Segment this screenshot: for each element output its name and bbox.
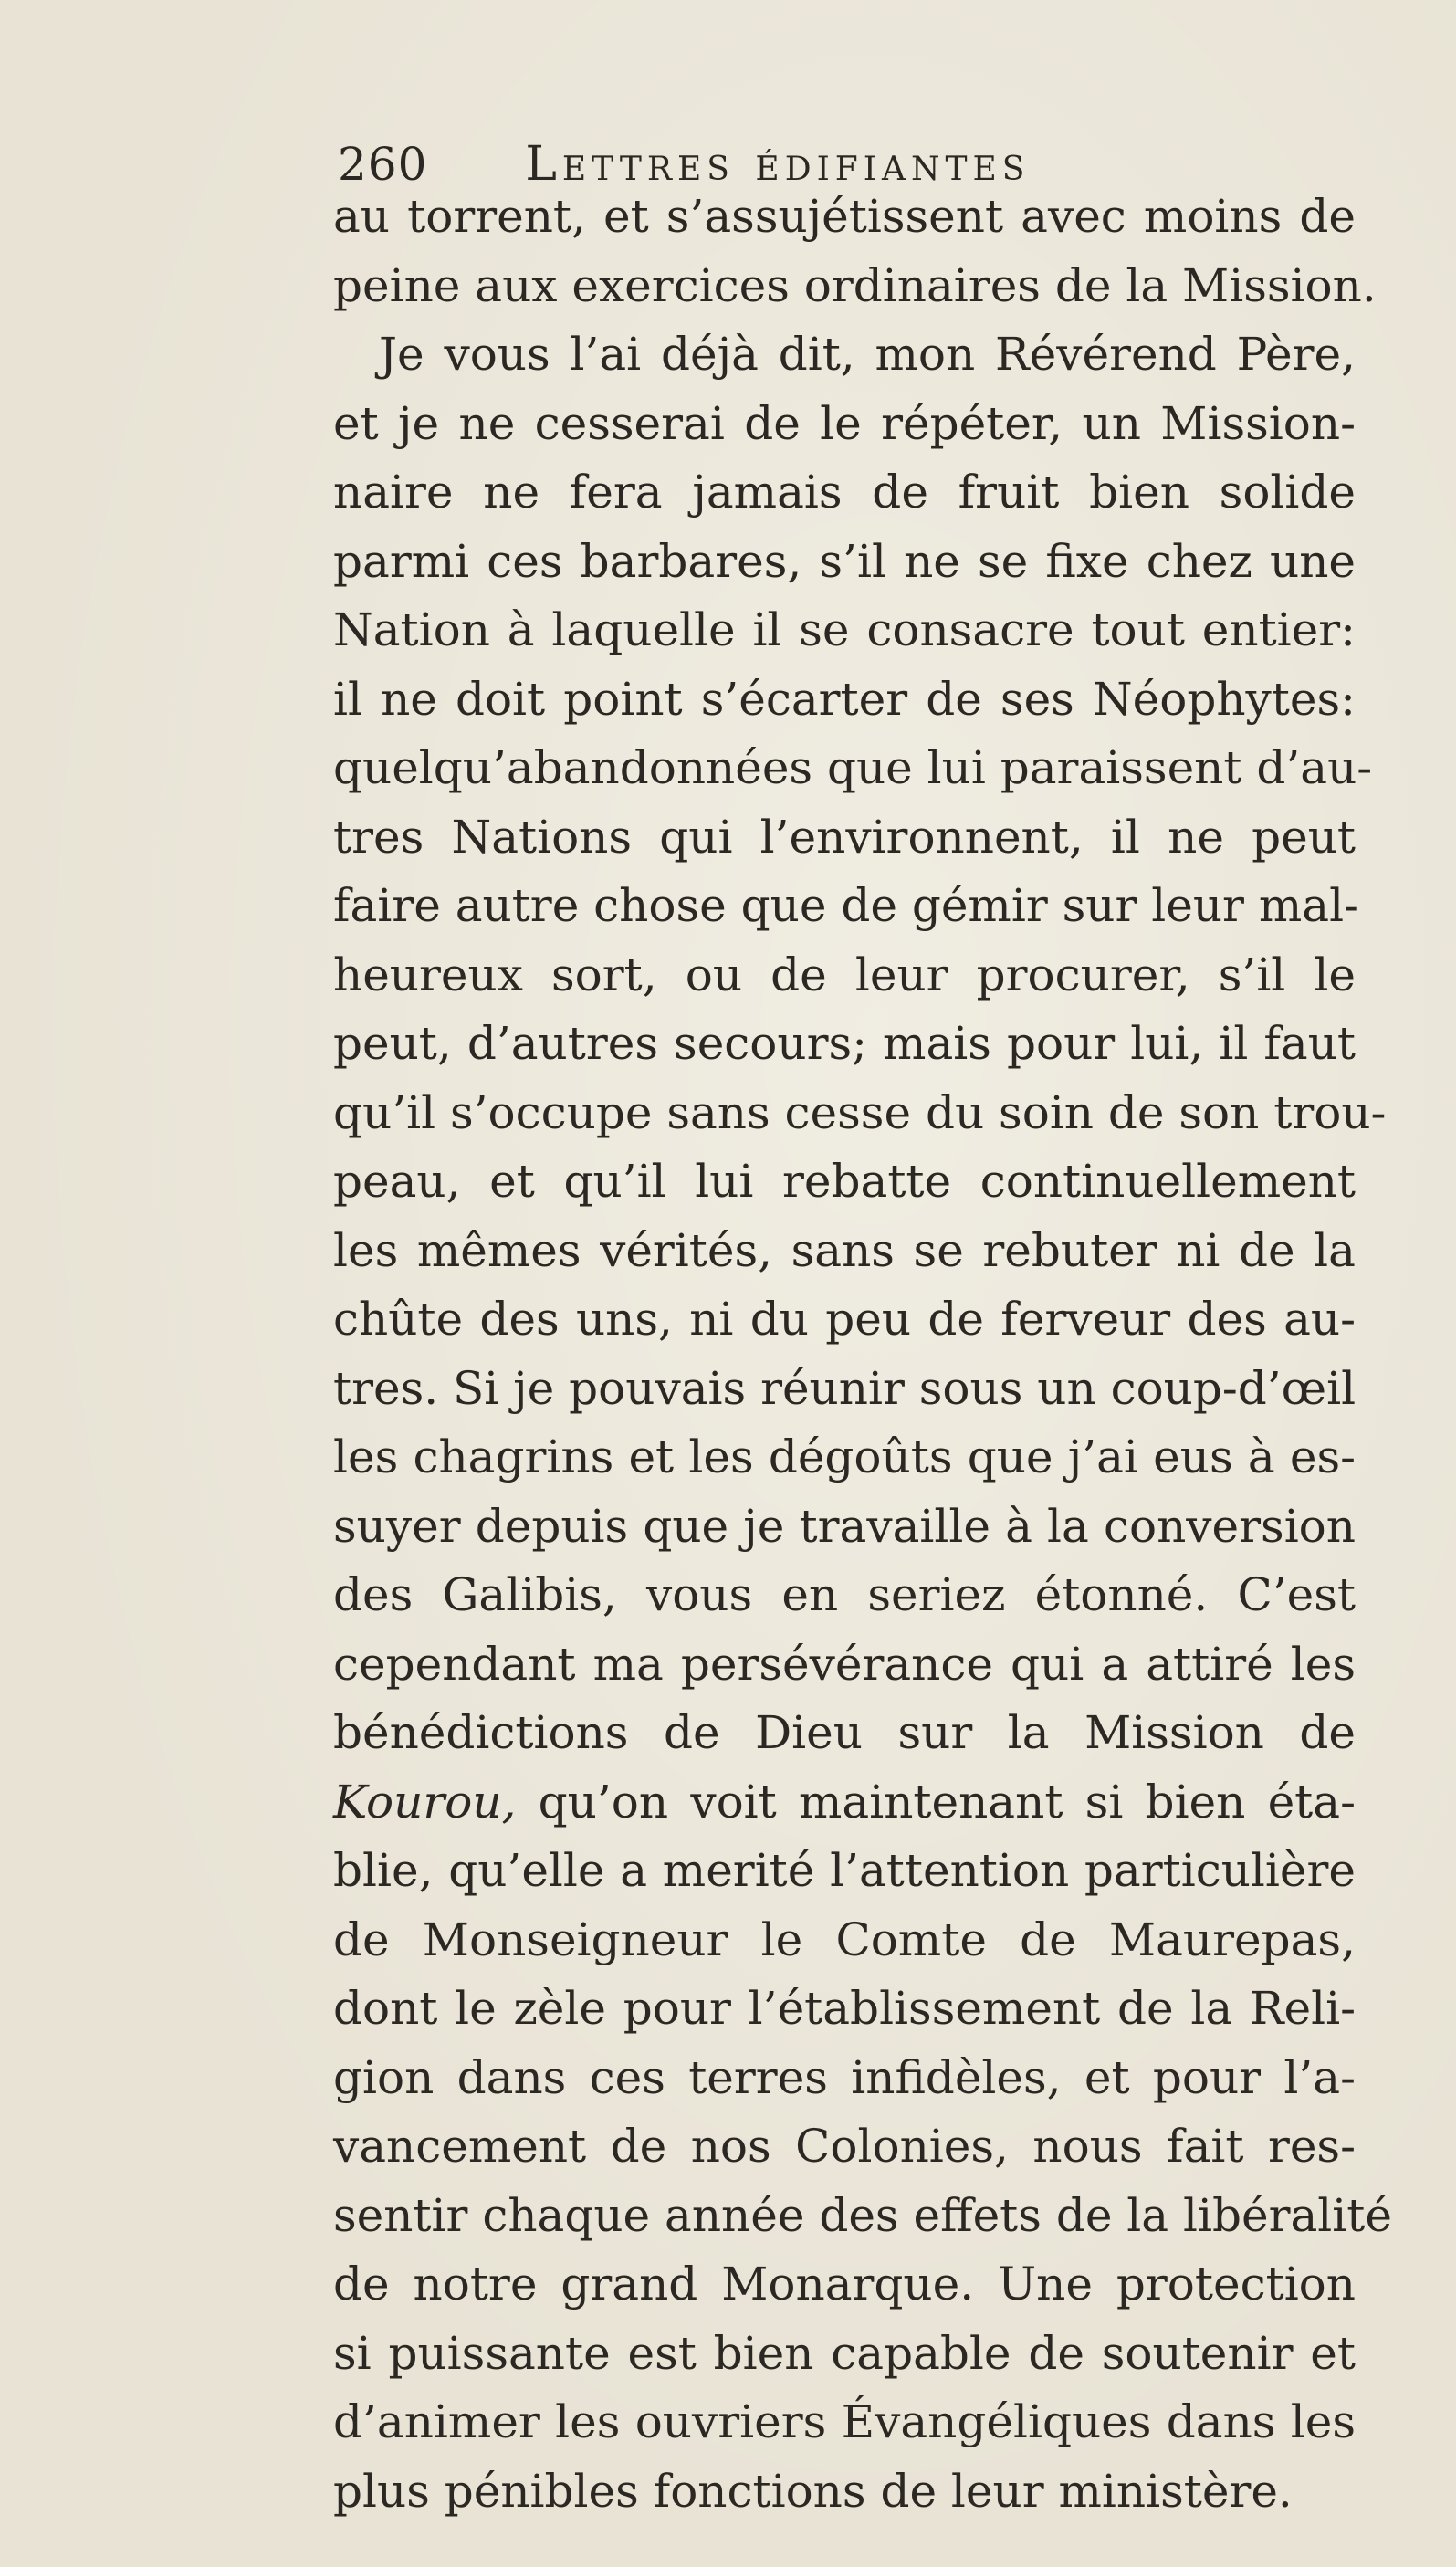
text-line: les chagrins et les dégoûts que j’ai eus à es- [333, 1430, 1356, 1483]
text-line: tres. Si je pouvais réunir sous un coup-d’œil [333, 1361, 1356, 1415]
text-line: blie, qu’elle a merité l’attention particulière [333, 1844, 1356, 1897]
text-line: peau, et qu’il lui rebatte continuellement [333, 1155, 1356, 1208]
text-line: bénédictions de Dieu sur la Mission de [333, 1706, 1356, 1759]
text-line: de notre grand Monarque. Une protection [333, 2258, 1356, 2310]
text-line: parmi ces barbares, s’il ne se fixe chez une [333, 534, 1356, 588]
text-line: d’animer les ouvriers Évangéliques dans les [333, 2395, 1356, 2448]
text-line: si puissante est bien capable de soutenir et [333, 2326, 1356, 2380]
text-line: quelqu’abandonnées que lui paraissent d’au- [333, 741, 1373, 794]
text-line: vancement de nos Colonies, nous fait res- [333, 2120, 1356, 2173]
text-line: heureux sort, ou de leur procurer, s’il le [333, 948, 1356, 1001]
text-line: cependant ma persévérance qui a attiré les [333, 1637, 1356, 1691]
text-line: peut, d’autres secours; mais pour lui, il faut [333, 1017, 1356, 1070]
text-line: de Monseigneur le Comte de Maurepas, [333, 1912, 1356, 1966]
text-line: des Galibis, vous en seriez étonné. C’est [333, 1568, 1356, 1621]
text-line: faire autre chose que de gémir sur leur mal- [333, 879, 1359, 932]
text-line: les mêmes vérités, sans se rebuter ni de la [333, 1223, 1356, 1277]
text-line: tres Nations qui l’environnent, il ne peut [333, 810, 1356, 864]
text-line: dont le zèle pour l’établissement de la Reli- [333, 1982, 1356, 2035]
place-name-kourou: Kourou, [333, 1775, 517, 1828]
text-line: il ne doit point s’écarter de ses Néophytes: [333, 672, 1356, 726]
text-line-with-italic [333, 1768, 1356, 1838]
paragraph-end-line: plus pénibles fonctions de leur ministère. [333, 2464, 1293, 2518]
body-text [333, 183, 1392, 2526]
paragraph-start-line: Je vous l’ai déjà dit, mon Révérend Père, [379, 328, 1356, 381]
text-line: qu’il s’occupe sans cesse du soin de son trou- [333, 1085, 1387, 1139]
text-line: Nation à laquelle il se consacre tout entier: [333, 603, 1356, 656]
page-number: 260 [338, 138, 428, 191]
text-line: chûte des uns, ni du peu de ferveur des au- [333, 1293, 1356, 1346]
text-line: peine aux exercices ordinaires de la Mission. [333, 258, 1377, 312]
text-line: au torrent, et s’assujétissent avec moins de [333, 190, 1356, 243]
text-line: gion dans ces terres infidèles, et pour l’a- [333, 2050, 1356, 2104]
text-line: suyer depuis que je travaille à la conversion [333, 1499, 1356, 1553]
text-line: et je ne cesserai de le répéter, un Mission- [333, 396, 1356, 450]
text-line: sentir chaque année des effets de la libéralité [333, 2188, 1392, 2242]
running-title: Lettres édifiantes [525, 137, 1031, 192]
text-line-remainder: qu’on voit maintenant si bien éta- [538, 1775, 1356, 1828]
text-line: naire ne fera jamais de fruit bien solide [333, 466, 1356, 519]
